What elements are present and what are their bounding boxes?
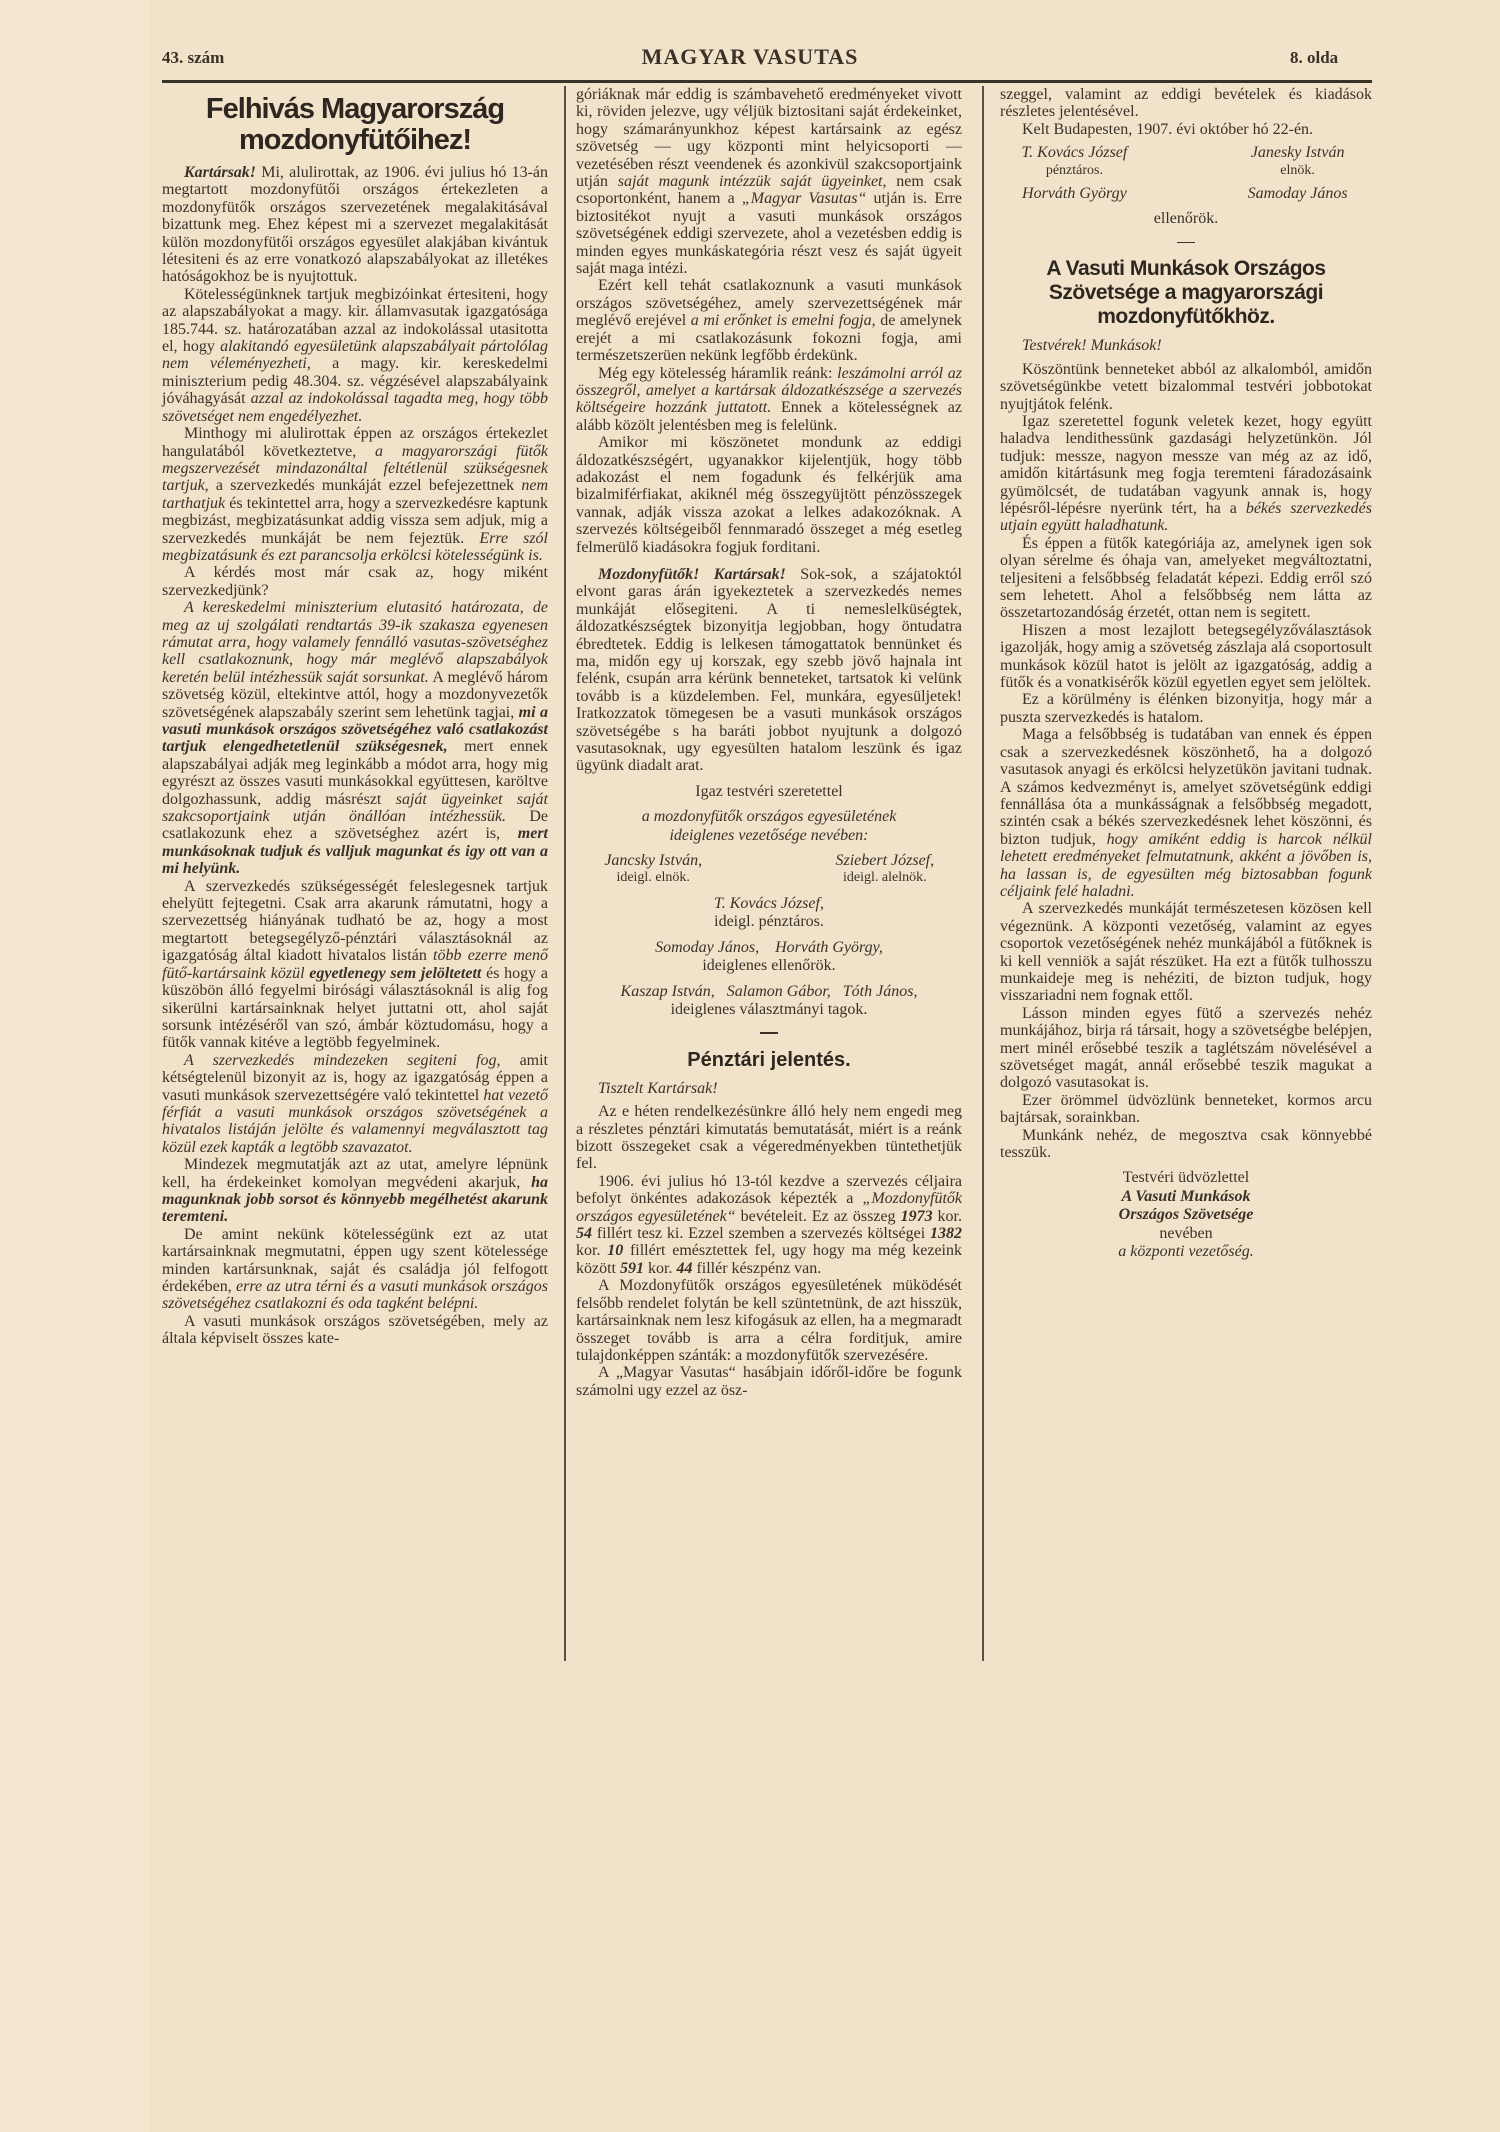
centered-line [576, 983, 962, 1000]
text-run: 1906. évi julius hó 13-tól kezdve a szervezés céljaira befolyt önkéntes adakozások képezték a [576, 1172, 962, 1208]
text-run: amit kétségtelenül bizonyit az is, hogy az igazgatóság éppen a vasuti munkások szervezettségére való tekintettel [162, 1051, 549, 1104]
centered-block [1000, 210, 1372, 227]
text-run: A meglévő három szövetség közül, eltekintve attól, hogy a mozdonyvezetők szövetségének alapszabály szerint sem lehetünk tagjai, [162, 668, 548, 721]
text-run: kor. [576, 1242, 608, 1260]
centered-line [576, 939, 962, 956]
paragraph [162, 164, 548, 286]
text-run: bevételeit. Ez az összeg [735, 1207, 901, 1225]
text-run: saját ügyeinket saját szakcsoportjaink utján önállóan intézhessük. [162, 790, 549, 826]
page-margin [0, 0, 150, 2132]
text-run: Munkánk nehéz, de megosztva csak könnyebbé tesszük. [1000, 1126, 1372, 1162]
signatory-name: Jancsky István, [604, 852, 703, 870]
text-run: Mozdonyfütők! Kartársak! [598, 565, 786, 583]
text-run: fillér készpénz van. [692, 1259, 822, 1277]
paragraph [576, 365, 962, 435]
centered-line [576, 827, 962, 844]
paragraph [1000, 121, 1372, 138]
article-title: Felhivás Magyarország mozdonyfütőihez! [205, 93, 505, 156]
paragraph [1000, 1127, 1372, 1162]
paragraph [1000, 1005, 1372, 1092]
signature-row [1000, 144, 1372, 179]
text-run: Testvéri üdvözlettel [1122, 1169, 1250, 1187]
paragraph [162, 1156, 548, 1226]
text-run: A vasuti munkások országos szövetségében, mely az általa képviselt összes kate- [162, 1312, 548, 1348]
text-run: 54 [576, 1225, 592, 1243]
text-run: nevében [1159, 1224, 1213, 1242]
text-run: Erre szól megbizatásunk és ezt parancsolja erkölcsi kötelességünk is. [162, 529, 548, 564]
paragraph [576, 1277, 962, 1364]
salutation: Tisztelt Kartársak! [598, 1079, 718, 1097]
signatory-role: elnök. [1280, 162, 1315, 178]
text-run: Mi, alulirottak, az 1906. évi julius hó 13-án megtartott mozdonyfütői országos értekezleten a mozdonyfütők országos szervezetének megalakitásával bizattunk meg. Ehez képest mi a szervezet megalakitását külön mozdonyfütői országos egyesület alakjában kivántuk létesiteni és az erre vonatkozó alapszabályokat az illetékes hatóságokhoz be is nyujtottuk. [162, 164, 548, 286]
text-run: , a szervezkedés munkáját ezzel befejezettnek [204, 477, 522, 495]
text-run: ellenőrök. [1153, 210, 1219, 228]
text-run: Köszöntünk benneteket abból az alkalomból, amidőn szövetségünkbe vetett bizalommal testvéri jobbotokat nyujtjátok felénk. [1000, 360, 1372, 413]
spacer [576, 556, 962, 566]
text-run: Kaszap István, Salamon Gábor, Tóth János, [620, 982, 918, 1000]
signatory-name: Horváth György [1022, 185, 1127, 203]
masthead: MAGYAR VASUTAS [641, 44, 859, 69]
signatory-role: ideigl. alelnök. [843, 870, 927, 886]
text-run: A Vasuti Munkások [1121, 1187, 1251, 1205]
signature [1000, 185, 1149, 202]
text-run: ideigl. pénztáros. [714, 913, 824, 931]
text-run: Kartársak! [184, 164, 257, 181]
centered-line [1000, 210, 1372, 227]
text-run: egyetlenegy sem jelöltetett [309, 964, 482, 982]
paragraph [162, 425, 548, 564]
text-run: azzal az indokolással tagadta meg, hogy több szövetséget nem engedélyezhet. [162, 390, 548, 425]
centered-line [576, 783, 962, 800]
article-heading: A Vasuti Munkások Országos Szövetsége a magyarországi mozdonyfütőkhöz. [1046, 257, 1326, 329]
signatory-role: pénztáros. [1045, 162, 1103, 178]
centered-block [576, 808, 962, 844]
centered-block [576, 895, 962, 931]
paragraph [1000, 691, 1372, 726]
signatory-role: ideigl. elnök. [616, 870, 690, 886]
paragraph [1000, 413, 1372, 535]
centered-line [1000, 1243, 1372, 1260]
signature [1223, 144, 1372, 179]
paragraph [576, 566, 962, 775]
paragraph [162, 1226, 548, 1313]
paragraph [162, 1313, 548, 1348]
text-run: De csatlakozunk ehez a szövetséghez azért is, [162, 808, 549, 843]
signatory-name: Sziebert József, [835, 852, 935, 870]
text-run: Igaz testvéri szeretettel [695, 782, 843, 800]
paragraph [1000, 361, 1372, 413]
text-run: , nem csak csoportonként, hanem a [576, 173, 963, 208]
text-run: kor. [644, 1259, 677, 1277]
centered-line [1000, 1206, 1372, 1223]
signature-row [576, 852, 962, 887]
signatory-name: T. Kovács József [1021, 144, 1128, 162]
signature [576, 852, 730, 887]
centered-block [1000, 1169, 1372, 1260]
text-run: A kérdés most már csak az, hogy miként szervezkedjünk? [162, 564, 548, 599]
text-run: Lásson minden egyes fütő a szervezés nehéz munkájához, birja rá társait, hogy a szövetségbe belépjen, mert minél erősebbé teszik a taglétszám növelésével a szövetséget magát, annál erősebbé teszik magukat a dolgozó vasutasokat is. [1000, 1004, 1372, 1092]
text-run: mert ennek alapszabályai adják meg leginkább a módot arra, hogy mig egyrészt az összes vasuti munkásokkal együttesen, karöltve dolgozhassunk, addig másrészt [162, 738, 548, 808]
text-run: a mi erőnket is emelni fogja [690, 312, 872, 330]
text-run: 1973 [900, 1207, 933, 1225]
text-run: a magyarországi fütők megszervezését mindazonáltal feltétlenül szükségesnek tartjuk [162, 442, 549, 495]
paragraph [576, 1364, 962, 1399]
centered-line [576, 895, 962, 912]
paragraph [576, 434, 962, 556]
text-run: 10 [607, 1242, 624, 1260]
text-run: szeggel, valamint az eddigi bevételek és kiadások részletes jelentésével. [1000, 86, 1372, 121]
text-run: 44 [676, 1259, 693, 1277]
text-run: , de amelynek erejét a mi csatlakozásunk fokozni fogja, ami természetszerüen nekünk legfőbb érdekünk. [576, 312, 963, 365]
column-3 [1000, 86, 1372, 1268]
paragraph [576, 86, 962, 277]
text-run: erre az utra térni és a vasuti munkások országos szövetségéhez csatlakozni és oda tagként belépni. [162, 1278, 548, 1313]
centered-line [1000, 1169, 1372, 1186]
text-run: Ezért kell tehát csatlakoznunk a vasuti munkások országos szövetségéhez, amely szervezettségének már meglévő erejével [576, 277, 962, 330]
signatory-name: Samoday János [1247, 185, 1348, 203]
text-run: ideiglenes ellenőrök. [702, 957, 836, 975]
text-run: Somoday János, Horváth György, [655, 938, 883, 956]
text-run: hogy amiként eddig is harcok nélkül lehetett eredményeket felmutatnunk, akként a jövőben is, ha lassan is, de egyesülten még biztosabban fogunk céljaink felé haladni. [1000, 830, 1372, 900]
paragraph [1000, 900, 1372, 1004]
centered-line [576, 913, 962, 930]
text-run: A szervezkedés mindezeken segiteni fog, [184, 1051, 501, 1069]
text-run: , a magy. kir. kereskedelmi miniszterium pedig 48.304. sz. végzésével alapszabályaink jóváhagyását [162, 355, 548, 408]
text-run: békés szervezkedés utjain együtt haladhatunk. [1000, 500, 1372, 535]
text-run: Maga a felsőbbség is tudatában van ennek és éppen csak a szervezkedésnek köszönhető, ha a dolgozó vasutasok anyagi és erkölcsi helyzetükön javitani tudnak. A számos kedvezményt is, amelyet szövetségünk eddigi fennállása óta a munkásságnak a felsőbbség megadott, szintén csak a békés szervezkedésnek lehet köszönni, és bizton tudjuk, [1000, 726, 1372, 848]
text-run: Sok-sok, a szájatoktól elvont garas árán igyekeztetek a szervezkedés nemes munkáját elősegiteni. A ti nemeslelküségtek, áldozatkészségtek bizonyitja legjobban, hogy öntudatra ébredtetek. Eddig is lelkesen támogattatok bennünket és ma, midőn egy uj korszak, egy szebb jövő hajnala int felénk, csupán arra kérünk benneteket, tartsatok ki velünk tovább is a küzdelemben. Fel, munkára, egyesüljetek! Iratkozzatok tömegesen be a vasuti munkások országos szövetségébe s ha baráti jobbot nyujtunk a dolgozó vasutasoknak, ugy egyesülten hatalom leszünk és igaz ügyünk diadalt arat. [576, 565, 962, 775]
text-run: és tekintettel arra, hogy a szervezkedésre kaptunk megbizást, megbizatásunkat addig vissza sem adjuk, mig a szervezkedés munkáját be nem fejeztük. [162, 494, 548, 547]
paragraph [162, 564, 548, 599]
text-run: a mozdonyfütők országos egyesületének [641, 808, 897, 826]
column-rule [982, 86, 984, 1661]
text-run: Ennek a kötelességnek az alább közölt jelentésben meg is felelünk. [576, 399, 963, 434]
text-run: ideiglenes választmányi tagok. [670, 1000, 868, 1018]
page-number: 8. olda [1290, 48, 1339, 67]
signature-row [1000, 185, 1372, 202]
paragraph [1000, 622, 1372, 692]
text-run: De amint nekünk kötelességünk ezt az utat kartársainknak megmutatni, éppen ugy szent kötelessége minden kartársunknak, saját és családja jól felfogott érdekében, [162, 1225, 548, 1295]
paragraph [162, 1052, 548, 1156]
paragraph [1000, 535, 1372, 622]
section-heading: Pénztári jelentés. [687, 1048, 851, 1071]
text-run: fillért tesz ki. Ezzel szemben a szervezés költségei [592, 1225, 930, 1243]
centered-block [576, 983, 962, 1019]
text-run: 591 [620, 1259, 644, 1277]
text-run: „Mozdonyfütők országos egyesületének“ [576, 1190, 962, 1225]
text-run: És éppen a fütők kategóriája az, amelynek igen sok olyan sérelme és óhaja van, amelyeket megváltoztatni, teljesiteni a felsőbbség feladatát képezi. Eddig erről szó sem lehetett. Ahol a felsőbbség nem látta az összetartozandóság érzetét, ottan nem is segitett. [1000, 534, 1372, 622]
centered-line [1000, 1225, 1372, 1242]
paragraph [576, 277, 962, 364]
text-run: a központi vezetőség. [1118, 1243, 1254, 1261]
text-run: alakitandó egyesületünk alapszabályait pártolólag nem véleményezheti [162, 338, 548, 373]
signature [1223, 185, 1372, 202]
text-run: utján is. Erre biztositékot nyujt a vasuti munkások országos szövetségének eddigi szervezete, ahol a vezetésben eddig is minden egyes munkáskategória részt vesz és saját ügyeit saját maga intézi. [576, 190, 962, 278]
text-run: A Mozdonyfütők országos egyesületének müködését felsőbb rendelet folytán be kell szüntetnünk, de azt hisszük, kartársainknak nem lesz kifogásuk az ellen, ha a megmaradt összeget tovább is arra a célra forditjuk, amire tulajdonképpen szánták: a mozdonyfütők szervezésére. [576, 1277, 962, 1364]
text-run: góriáknak már eddig is számbavehető eredményeket vivott ki, röviden jelezve, ugy véljük biztositani saját érdekeinket, hogy számarányunkhoz képest kartársaink az egész szövetség — ugy központi mint helyicsoporti — vezetésében részt veendenek és azonkivül szakcsoportjaink utján [576, 86, 962, 191]
paragraph [162, 599, 548, 878]
paragraph [1000, 726, 1372, 900]
text-run: nem tarthatjuk [162, 477, 548, 512]
text-run: saját magunk intézzük saját ügyeinket [617, 173, 883, 191]
centered-line [576, 1001, 962, 1018]
centered-line [1000, 1188, 1372, 1205]
separator-dash [1177, 242, 1195, 244]
text-run: Még egy kötelesség háramlik reánk: [598, 364, 838, 382]
column-2 [576, 86, 962, 1399]
text-run: Igaz szeretettel fogunk veletek kezet, hogy együtt haladva lendithessünk gazdasági helyzetünkön. Jól tudjuk: messze, nagyon messze van még az az idő, amidőn kitártásunk meg fogja teremteni fáradozásaink gyümölcsét, de tudatában vagyunk annak is, hogy lépésről-lépésre nyerünk tért, ha a [1000, 412, 1372, 517]
text-run: fillért emésztettek fel, ugy hogy ma még kezeink között [576, 1242, 962, 1277]
paragraph [576, 1103, 962, 1173]
text-run: Minthogy mi alulirottak éppen az országos értekezlet hangulatából következtetve, [162, 425, 548, 460]
text-run: mi a vasuti munkások országos szövetségéhez való csatlakozást tartjuk elengedhetetlenül szükségesnek, [162, 703, 548, 756]
text-run: Ez a körülmény is élénken bizonyitja, hogy már a puszta szervezkedés is hatalom. [1000, 691, 1372, 726]
centered-line [576, 808, 962, 825]
text-run: Országos Szövetsége [1118, 1206, 1254, 1224]
text-run: „Magyar Vasutas“ [741, 190, 867, 208]
separator-dash [760, 1032, 778, 1034]
text-run: kor. [932, 1207, 963, 1225]
text-run: A „Magyar Vasutas“ hasábjain időről-időre be fogunk számolni ugy ezzel az ösz- [576, 1364, 962, 1399]
text-run: T. Kovács József, [714, 894, 824, 912]
issue-number: 43. szám [162, 48, 225, 67]
text-run: ha magunknak jobb sorsot és könnyebb megélhetést akarunk teremteni. [162, 1173, 548, 1226]
paragraph [162, 878, 548, 1052]
signatory-name: Janesky István [1250, 144, 1345, 162]
centered-line [576, 957, 962, 974]
text-run: A szervezkedés szükségességét feleslegesnek tartjuk ehelyütt fejtegetni. Csak arra akarunk rámutatni, hogy a szervezettség hiányának tudható be az, hogy a most megtartott betegsegélyző-pénztári választásoknál az igazgatóság által kiadott hivatalos listán [162, 877, 548, 965]
text-run: Az e héten rendelkezésünkre álló hely nem engedi meg a részletes pénztári kimutatás bemutatását, miért is a reánk bizott összegeket csak a végeredményekben tüntethetjük fel. [576, 1103, 962, 1173]
text-run: Amikor mi köszönetet mondunk az eddigi áldozatkészségért, ugyanakkor kijelentjük, hogy több adakozást el nem fogadunk és felkérjük ama bizalmiférfiakat, akiknél még összegyüjtött pénzösszegek vannak, adják vissza azokat a lelkes adakozóknak. A szervezés költségeiből fennmaradó összeget a még esetleg felmerülő kiadásokra fogjuk forditani. [576, 434, 962, 556]
column-1 [162, 86, 548, 1348]
text-run: leszámolni arról az összegről, amelyet a kartársak áldozatkészsége a szervezés költségeire hozzánk juttatott. [576, 364, 962, 417]
text-run: A szervezkedés munkáját természetesen közösen kell végeznünk. A központi vezetőség, valamint az egyes csoportok vezetőségének nehéz munkájából a fütőknek is ki kell venniök a saját részüket. Ha ezt a fütők tulhosszu munkaideje meg is nehéziti, de bizton tudjuk, hogy visszariadni nem fognak ettől. [1000, 900, 1372, 1005]
text-run: 1382 [930, 1225, 962, 1243]
column-rule [564, 86, 566, 1661]
text-run: ideiglenes vezetősége nevében: [669, 826, 869, 844]
header-rule [162, 80, 1372, 83]
paragraph [162, 286, 548, 425]
salutation: Testvérek! Munkások! [1022, 337, 1162, 355]
text-run: A kereskedelmi miniszterium elutasitó határozata, de meg az uj szolgálati rendtartás 39-ik szakasza egyenesen rámutat arra, hogy valamely fennálló vasutas-szövetséghez kell csatlakoznunk, hogy már meglévő alapszabályok keretén belül intézhessük saját sorsunkat. [162, 599, 548, 686]
paragraph [576, 1173, 962, 1277]
signature [1000, 144, 1149, 179]
paragraph [1000, 86, 1372, 121]
text-run: Kötelességünknek tartjuk megbizóinkat értesiteni, hogy az alapszabályokat a magy. kir. államvasutak igazgatósága 185.744. sz. határozatában azzal az indokolással utasitotta el, hogy [162, 285, 548, 356]
text-run: több ezerre menő fütő-kartársaink közül [162, 947, 548, 982]
centered-block [576, 939, 962, 975]
signature [808, 852, 962, 887]
text-run: Ezer örömmel üdvözlünk benneteket, kormos arcu bajtársak, sorainkban. [1000, 1091, 1372, 1127]
centered-block [576, 783, 962, 800]
paragraph [1000, 1092, 1372, 1127]
text-run: és hogy a küszöbön álló fegyelmi birósági választásoknál is alig fog sikerülni kartársainknak helyet juttatni ott, ahol saját sorsunk intézéséről van szó, ámbár köztudomásu, hogy a fütők vannak kitéve a legtöbb fegyelminek. [162, 964, 549, 1052]
text-run: Mindezek megmutatják azt az utat, amelyre lépnünk kell, ha érdekeinket komolyan megvédeni akarjuk, [162, 1156, 548, 1191]
text-run: mert munkásoknak tudjuk és valljuk magunkat és igy ott van a mi helyünk. [162, 825, 548, 878]
text-run: Kelt Budapesten, 1907. évi október hó 22-én. [1022, 120, 1314, 138]
text-run: hat vezető férfiát a vasuti munkások országos szövetségének a hivatalos listáján jelölte és valamennyi megválasztott tag közül ezek kapták a legtöbb szavazatot. [162, 1086, 549, 1156]
text-run: Hiszen a most lezajlott betegsegélyzőválasztások igazolják, hogy amig a szövetség zászlaja alá csoportosult munkások közül hatot is jelölt az igazgatóság, addig a fütők és a vonatkisérők közül egyetlen egyet sem jelöltek. [1000, 621, 1372, 692]
